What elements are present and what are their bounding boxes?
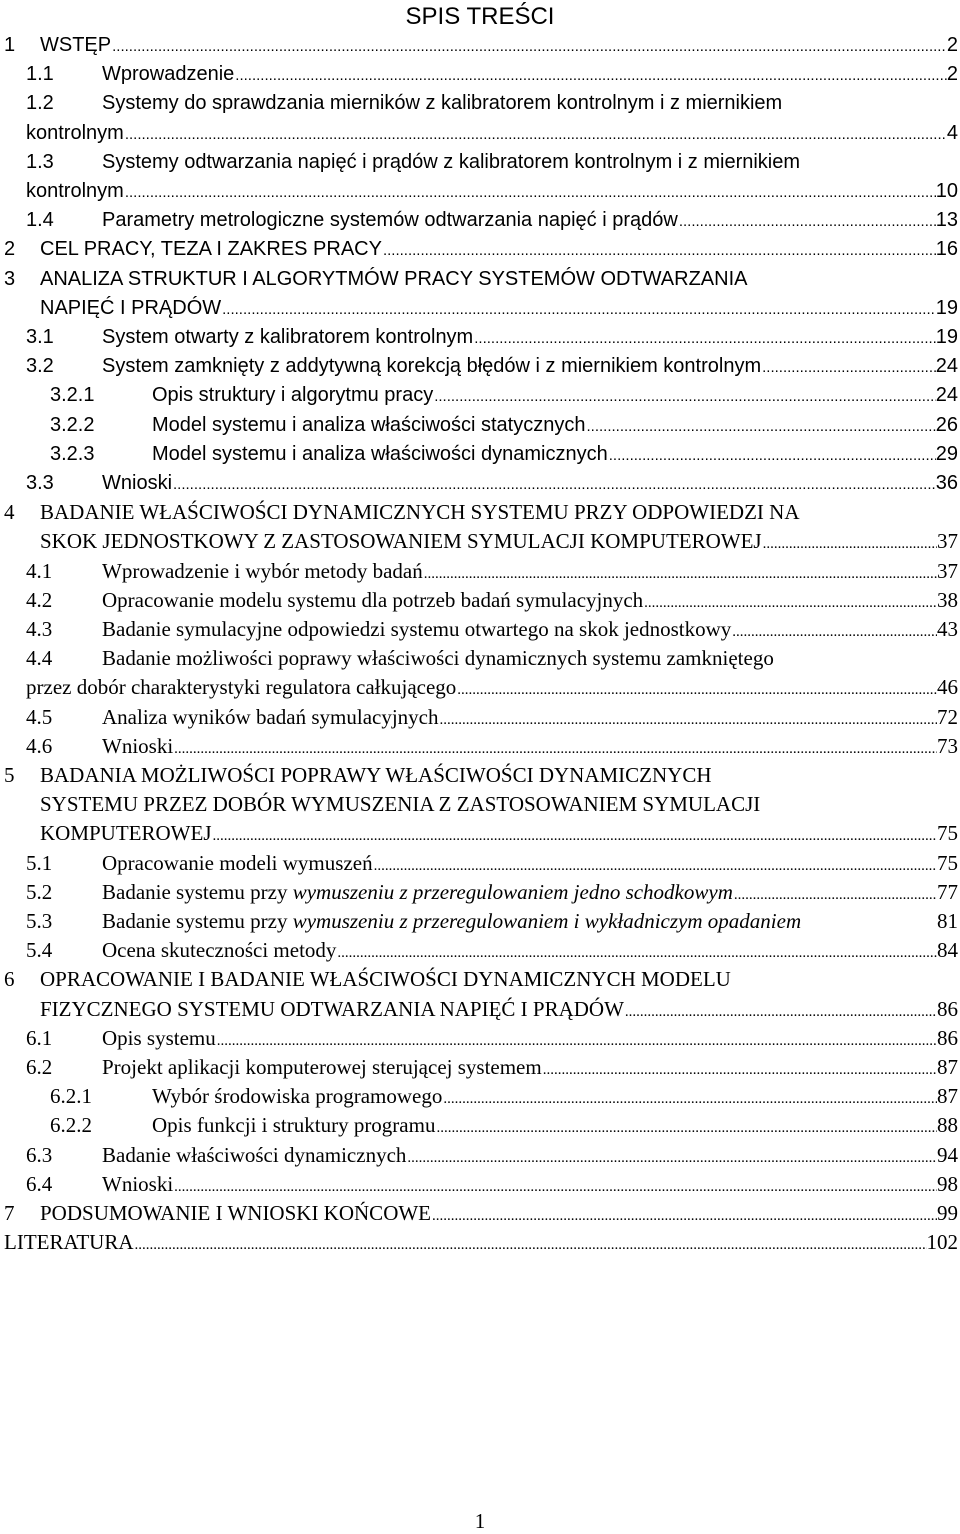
toc-entry-title: Wnioski <box>102 1171 174 1196</box>
toc-entry-number: 1.2 <box>26 92 54 115</box>
toc-entry-page: 75 <box>937 821 958 846</box>
toc-leader-dots <box>172 470 936 499</box>
toc-entry-number: 1.1 <box>26 63 54 86</box>
toc-entry[interactable] <box>0 177 958 206</box>
toc-entry[interactable] <box>0 761 958 790</box>
toc-entry[interactable] <box>0 89 958 118</box>
toc-entry-page: 19 <box>935 326 958 348</box>
toc-entry-title: WSTĘP <box>40 34 112 56</box>
toc-entry[interactable] <box>0 732 958 761</box>
toc-entry-title: Badanie właściwości dynamicznych <box>102 1142 407 1167</box>
toc-entry-title-italic: wymuszeniu z przeregulowaniem jedno schodkowym <box>292 879 733 904</box>
toc-entry[interactable] <box>0 557 958 586</box>
toc-leader-dots <box>111 32 947 61</box>
toc-entry-page: 24 <box>935 355 958 378</box>
toc-leader-dots <box>336 939 937 968</box>
toc-entry-number: 3.2.2 <box>50 413 95 436</box>
toc-entry-page: 4 <box>946 121 958 144</box>
toc-leader-dots <box>439 706 938 735</box>
toc-entry[interactable] <box>0 907 958 936</box>
toc-entry-title: PODSUMOWANIE I WNIOSKI KOŃCOWE <box>40 1201 432 1225</box>
toc-entry-page: 36 <box>935 472 958 494</box>
toc-entry-title: Model systemu i analiza właściwości statycznych <box>152 413 586 436</box>
toc-entry-number: 6.3 <box>26 1142 53 1167</box>
toc-entry-title: Wprowadzenie i wybór metody badań <box>102 558 423 583</box>
toc-entry-page: 19 <box>935 296 958 319</box>
toc-leader-dots <box>762 530 937 559</box>
toc-entry-title: Badanie systemu przy wymuszeniu z przeregulowaniem jedno schodkowym <box>102 879 733 904</box>
toc-entry-page: 26 <box>935 413 958 436</box>
toc-entry-page: 87 <box>937 1084 958 1109</box>
toc-leader-dots <box>586 412 936 441</box>
toc-entry-title: CEL PRACY, TEZA I ZAKRES PRACY <box>40 238 382 261</box>
toc-entry-page: 87 <box>937 1055 958 1079</box>
toc-entry-number: 7 <box>4 1201 15 1225</box>
toc-entry[interactable] <box>0 849 958 878</box>
toc-entry[interactable] <box>0 1141 958 1170</box>
toc-entry-title: System zamknięty z addytywną korekcją błędów i z miernikiem kontrolnym <box>102 355 762 378</box>
toc-entry-title: Systemy odtwarzania napięć i prądów z kalibratorem kontrolnym i z miernikiem <box>102 150 801 173</box>
toc-entry-number: 6 <box>4 967 15 992</box>
toc-entry-title: ANALIZA STRUKTUR I ALGORYTMÓW PRACY SYSTEMÓW ODTWARZANIA <box>40 267 748 290</box>
toc-entry[interactable] <box>0 1170 958 1199</box>
toc-entry-title: Badanie możliwości poprawy właściwości dynamicznych systemu zamkniętego <box>102 646 774 671</box>
toc-entry-title: OPRACOWANIE I BADANIE WŁAŚCIWOŚCI DYNAMICZNYCH MODELU <box>40 967 731 992</box>
toc-entry-title: kontrolnym <box>26 121 124 144</box>
toc-leader-dots <box>678 207 936 236</box>
toc-entry-title: Wnioski <box>102 472 173 494</box>
toc-entry[interactable] <box>0 1199 958 1228</box>
toc-entry-page: 24 <box>935 384 958 407</box>
toc-entry-number: 5 <box>4 763 15 787</box>
toc-entry-title: Parametry metrologiczne systemów odtwarzania napięć i prądów <box>102 209 678 232</box>
toc-entry-number: 6.2 <box>26 1055 53 1079</box>
toc-entry-number: 4.2 <box>26 587 53 612</box>
toc-entry[interactable] <box>0 498 958 527</box>
toc-entry[interactable] <box>0 31 958 60</box>
toc-entry-number: 1 <box>4 34 16 56</box>
toc-entry[interactable] <box>0 1228 958 1257</box>
toc-entry-page: 43 <box>937 617 958 641</box>
toc-entry-title: KOMPUTEROWEJ <box>40 821 212 846</box>
toc-title: SPIS TREŚCI <box>405 3 555 30</box>
toc-entry-title: Ocena skuteczności metody <box>102 938 337 963</box>
toc-entry-number: 3.1 <box>26 326 54 348</box>
toc-entry-page: 2 <box>946 34 958 56</box>
toc-entry-title: BADANIE WŁAŚCIWOŚCI DYNAMICZNYCH SYSTEMU PRZY ODPOWIEDZI NA <box>40 500 800 525</box>
toc-entry[interactable] <box>0 60 958 89</box>
toc-entry-page: 77 <box>937 879 958 904</box>
toc-entry-title: BADANIA MOŻLIWOŚCI POPRAWY WŁAŚCIWOŚCI DYNAMICZNYCH <box>40 763 712 787</box>
toc-entry-page: 86 <box>937 996 958 1021</box>
toc-entry-number: 6.1 <box>26 1025 53 1050</box>
toc-entry-page: 10 <box>935 180 958 202</box>
toc-leader-dots <box>124 178 936 207</box>
toc-entry-number: 6.2.1 <box>50 1084 92 1109</box>
toc-entry-number: 6.4 <box>26 1171 53 1196</box>
toc-entry-page: 38 <box>937 587 958 612</box>
toc-entry-title: Analiza wyników badań symulacyjnych <box>102 704 439 729</box>
toc-entry-title: FIZYCZNEGO SYSTEMU ODTWARZANIA NAPIĘĆ I PRĄDÓW <box>40 996 624 1021</box>
toc-entry[interactable] <box>0 644 958 673</box>
toc-entry-title: Opis funkcji i struktury programu <box>152 1113 436 1138</box>
toc-entry-title: Badanie symulacyjne odpowiedzi systemu otwartego na skok jednostkowy <box>102 617 732 641</box>
toc-entry-title: Badanie systemu przy wymuszeniu z przeregulowaniem i wykładniczym opadaniem <box>102 909 802 933</box>
toc-leader-dots <box>456 676 937 705</box>
toc-entry-number: 3.2.1 <box>50 384 95 407</box>
toc-entry-page: 16 <box>935 238 958 261</box>
toc-entry-page: 98 <box>937 1171 958 1196</box>
toc-entry-page: 37 <box>937 558 958 583</box>
toc-entry-title: Systemy do sprawdzania mierników z kalibratorem kontrolnym i z miernikiem <box>102 92 783 115</box>
toc-entry-page: 86 <box>937 1025 958 1050</box>
toc-entry-title: Wprowadzenie <box>102 63 235 86</box>
toc-entry-number: 4.6 <box>26 733 53 758</box>
toc-entry-page: 37 <box>937 529 958 554</box>
toc-leader-dots <box>212 822 938 851</box>
toc-entry-page: 84 <box>937 938 958 963</box>
toc-entry-number: 4.4 <box>26 646 53 671</box>
toc-entry[interactable] <box>0 878 958 907</box>
toc-entry[interactable] <box>0 995 958 1024</box>
toc-leader-dots <box>542 1056 937 1085</box>
toc-entry[interactable] <box>0 294 958 323</box>
toc-leader-dots <box>221 295 936 324</box>
toc-leader-dots <box>433 382 936 411</box>
toc-leader-dots <box>431 1202 937 1231</box>
toc-entry-title: Projekt aplikacji komputerowej sterującej systemem <box>102 1055 542 1079</box>
toc-entry-number: 6.2.2 <box>50 1113 92 1138</box>
toc-entry[interactable] <box>0 615 958 644</box>
toc-leader-dots <box>608 441 936 470</box>
toc-entry-page: 94 <box>937 1142 958 1167</box>
toc-entry[interactable] <box>0 965 958 994</box>
toc-entry[interactable] <box>0 586 958 615</box>
toc-entry-title: LITERATURA <box>4 1230 134 1255</box>
toc-entry-title: Wnioski <box>102 733 174 758</box>
toc-entry-number: 3.2.3 <box>50 442 95 465</box>
toc-entry-page: 73 <box>937 733 958 758</box>
toc-entry-number: 5.3 <box>26 909 53 933</box>
toc-leader-dots <box>761 353 936 382</box>
toc-entry-title-italic: wymuszeniu z przeregulowaniem i wykładniczym opadaniem <box>292 909 802 933</box>
toc-entry[interactable] <box>0 411 958 440</box>
toc-leader-dots <box>733 881 937 910</box>
toc-leader-dots <box>173 735 937 764</box>
toc-entry[interactable] <box>0 352 958 381</box>
toc-leader-dots <box>423 560 937 589</box>
toc-entry[interactable] <box>0 440 958 469</box>
toc-entry-title: SYSTEMU PRZEZ DOBÓR WYMUSZENIA Z ZASTOSOWANIEM SYMULACJI <box>40 792 761 817</box>
toc-entry-page: 13 <box>935 209 958 232</box>
toc-leader-dots <box>435 1114 937 1143</box>
toc-entry-page: 2 <box>946 63 958 86</box>
toc-entry-title: Opracowanie modeli wymuszeń <box>102 850 373 875</box>
toc-leader-dots <box>373 852 937 881</box>
toc-leader-dots <box>234 61 947 90</box>
toc-entry-number: 1.4 <box>26 209 54 232</box>
toc-entry-page: 81 <box>937 909 958 933</box>
toc-leader-dots <box>731 618 937 647</box>
toc-entry-title: NAPIĘĆ I PRĄDÓW <box>40 296 222 319</box>
toc-entry[interactable] <box>0 1082 958 1111</box>
toc-entry-title: Opracowanie modelu systemu dla potrzeb badań symulacyjnych <box>102 587 644 612</box>
toc-entry-page: 75 <box>937 850 958 875</box>
toc-entry-page: 88 <box>937 1113 958 1138</box>
toc-leader-dots <box>382 236 936 265</box>
toc-entry-title: przez dobór charakterystyki regulatora całkującego <box>26 675 457 700</box>
toc-entry-title: SKOK JEDNOSTKOWY Z ZASTOSOWANIEM SYMULACJI KOMPUTEROWEJ <box>40 529 762 554</box>
toc-entry[interactable] <box>0 1024 958 1053</box>
toc-entry-title: System otwarty z kalibratorem kontrolnym <box>102 326 474 348</box>
toc-entry-page: 29 <box>935 442 958 465</box>
toc-entry-number: 5.2 <box>26 879 53 904</box>
toc-entry-number: 3 <box>4 267 16 290</box>
toc-entry-number: 5.4 <box>26 938 53 963</box>
toc-leader-dots <box>173 1173 937 1202</box>
toc-entry-title: Opis struktury i algorytmu pracy <box>152 384 434 407</box>
toc-leader-dots <box>624 998 937 1027</box>
toc-entry-number: 1.3 <box>26 150 54 173</box>
toc-leader-dots <box>134 1231 927 1260</box>
toc-entry-title: kontrolnym <box>26 180 124 202</box>
toc-entry-title: Opis systemu <box>102 1025 216 1050</box>
toc-entry[interactable] <box>0 1111 958 1140</box>
toc-entry[interactable] <box>0 469 958 498</box>
toc-leader-dots <box>442 1085 937 1114</box>
toc-entry[interactable] <box>0 119 958 148</box>
toc-entry-number: 4 <box>4 500 15 525</box>
toc-entry-page: 46 <box>937 675 958 700</box>
toc-entry[interactable] <box>0 936 958 965</box>
toc-entry[interactable] <box>0 527 958 556</box>
toc-entry-page: 99 <box>937 1201 958 1225</box>
toc-leader-dots <box>643 589 937 618</box>
toc-entry-page: 102 <box>926 1230 958 1255</box>
toc-entry-title: Model systemu i analiza właściwości dynamicznych <box>152 442 608 465</box>
toc-leader-dots <box>216 1027 937 1056</box>
toc-entry-number: 4.5 <box>26 704 53 729</box>
toc-entry[interactable] <box>0 381 958 410</box>
toc-entry[interactable] <box>0 703 958 732</box>
toc-entry[interactable] <box>0 1053 958 1082</box>
toc-entry-number: 4.1 <box>26 558 53 583</box>
toc-entry[interactable] <box>0 265 958 294</box>
toc-entry-number: 3.2 <box>26 355 54 378</box>
toc-entry[interactable] <box>0 148 958 177</box>
toc-leader-dots <box>473 324 936 353</box>
toc-entry-page: 72 <box>937 704 958 729</box>
page-number: 1 <box>474 1509 486 1533</box>
toc-entry[interactable] <box>0 790 958 819</box>
toc-entry[interactable] <box>0 206 958 235</box>
toc-entry[interactable] <box>0 235 958 264</box>
toc-entry[interactable] <box>0 323 958 352</box>
toc-entry[interactable] <box>0 819 958 848</box>
toc-entry-title: Wybór środowiska programowego <box>152 1084 443 1109</box>
toc-entry-number: 4.3 <box>26 617 53 641</box>
toc-entry-number: 5.1 <box>26 850 53 875</box>
toc-leader-dots <box>124 120 947 149</box>
toc-leader-dots <box>406 1144 937 1173</box>
toc-entry[interactable] <box>0 673 958 702</box>
toc-entry-number: 3.3 <box>26 472 54 494</box>
toc-entry-number: 2 <box>4 238 16 261</box>
